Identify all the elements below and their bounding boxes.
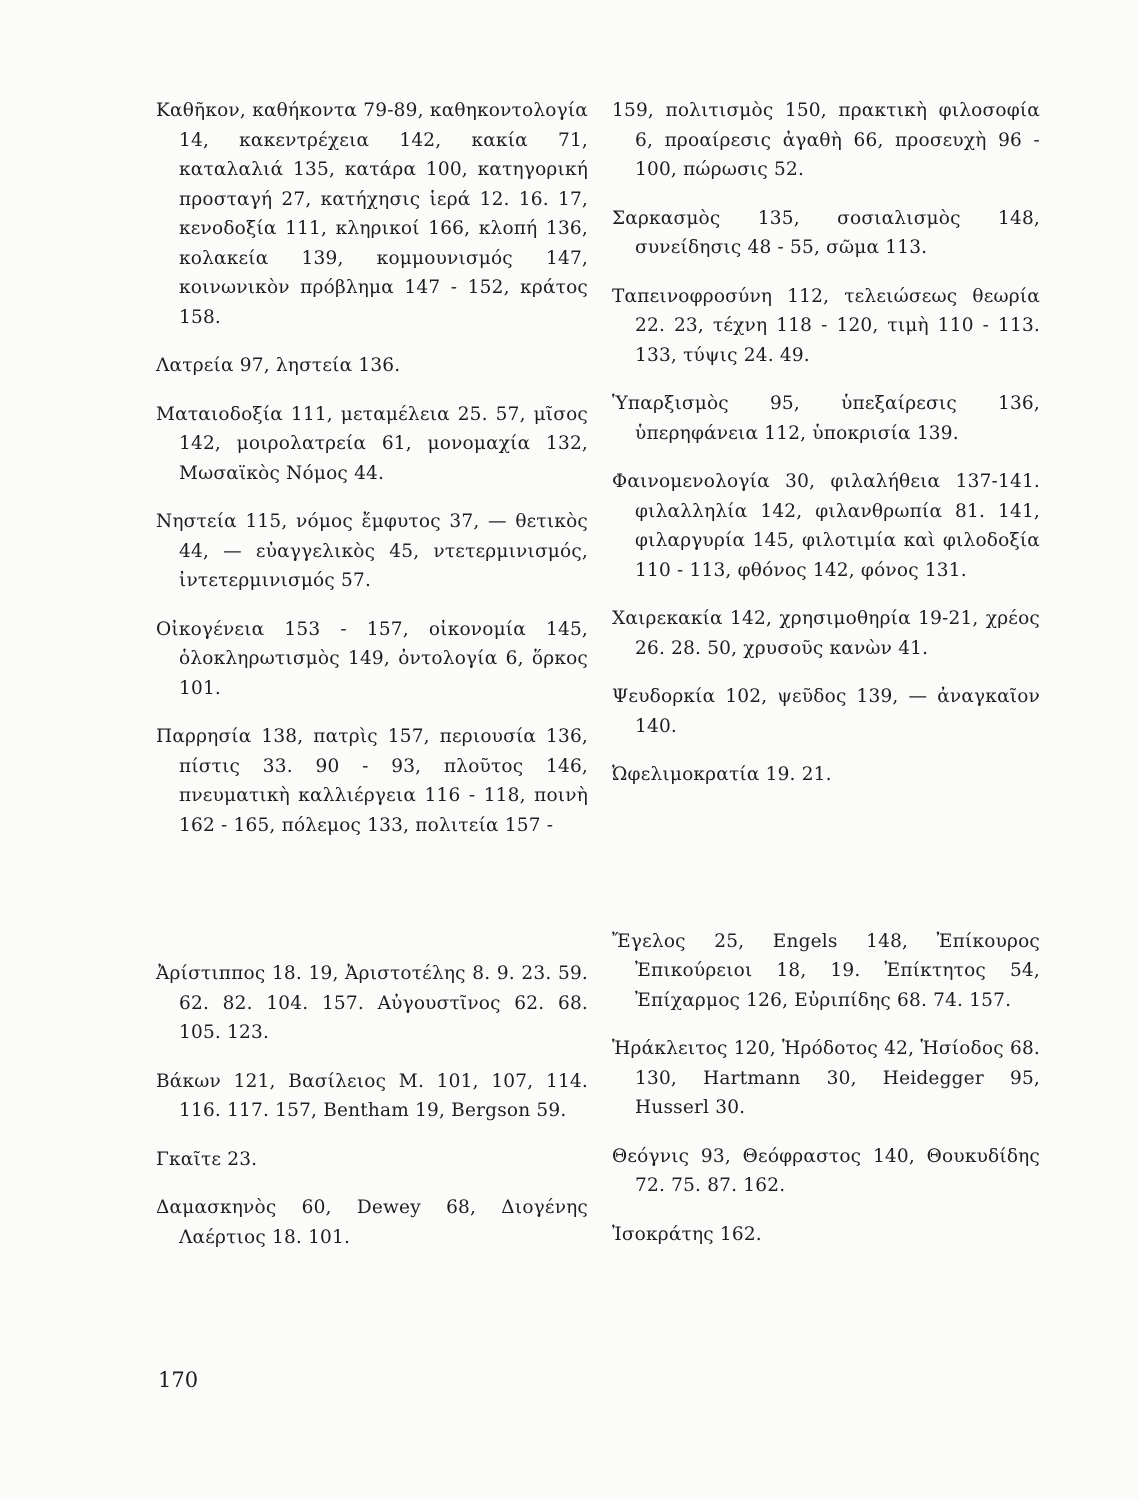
index-entry-pi-cont: 159, πολιτισμὸς 150, πρακτικὴ φιλοσοφία 6, προαίρεσις ἀγαθὴ 66, προσευχὴ 96 - 100, πώρωσις 52. (612, 100, 1040, 180)
index-entry-mu: Ματαιοδοξία 111, μεταμέλεια 25. 57, μῖσος 142, μοιρολατρεία 61, μονομαχία 132, Μωσαϊκὸς Νόμος 44. (156, 403, 588, 484)
page-number: 170 (158, 1368, 199, 1392)
names-entry-iota: Ἰσοκράτης 162. (612, 1223, 762, 1245)
names-entry-theta: Θεόγνις 93, Θεόφραστος 140, Θουκυδίδης 72. 75. 87. 162. (612, 1145, 1040, 1196)
index-entry-phi: Φαινομενολογία 30, φιλαλήθεια 137-141. φιλαλληλία 142, φιλανθρωπία 81. 141, φιλαργυρία 145, φιλοτιμία καὶ φιλοδοξία 110 - 113, φθόνος 142, φόνος 131. (612, 471, 1040, 581)
index-entry-psi: Ψευδορκία 102, ψεῦδος 139, — ἀναγκαῖον 140. (612, 686, 1040, 737)
index-entry-nu: Νηστεία 115, νόμος ἔμφυτος 37, — θετικὸς 44, — εὐαγγελικὸς 45, ντετερμινισμός, ἰντετερμινισμός 57. (156, 511, 588, 591)
index-entry-omicron: Οἰκογένεια 153 - 157, οἰκονομία 145, ὁλοκληρωτισμὸς 149, ὀντολογία 6, ὅρκος 101. (156, 618, 588, 699)
index-entry-kappa: Καθῆκον, καθήκοντα 79-89, καθηκοντολογία 14, κακεντρέχεια 142, κακία 71, καταλαλιά 135, κατάρα 100, κατηγορική προσταγή 27, κατήχησις ἱερά 12. 16. 17, κενοδοξία 111, κληρικοί 166, κλοπή 136, κολακεία 139, κομμουνισμός 147, κοινωνικὸν πρόβλημα 147 - 152, κράτος 158. (156, 100, 588, 328)
index-entry-lambda: Λατρεία 97, ληστεία 136. (156, 355, 401, 376)
index-entry-omega: Ὠφελιμοκρατία 19. 21. (612, 764, 832, 785)
index-entry-chi: Χαιρεκακία 142, χρησιμοθηρία 19-21, χρέος 26. 28. 50, χρυσοῦς κανὼν 41. (612, 608, 1040, 659)
names-entry-alpha: Ἀρίστιππος 18. 19, Ἀριστοτέλης 8. 9. 23. 59. 62. 82. 104. 157. Αὐγουστῖνος 62. 68. 105. 123. (156, 963, 588, 1043)
index-entry-sigma: Σαρκασμὸς 135, σοσιαλισμὸς 148, συνείδησις 48 - 55, σῶμα 113. (612, 207, 1040, 258)
names-entry-eta: Ἡράκλειτος 120, Ἡρόδοτος 42, Ἡσίοδος 68. 130, Hartmann 30, Heidegger 95, Husserl 30. (612, 1038, 1040, 1118)
names-entry-epsilon: Ἔγελος 25, Engels 148, Ἐπίκουρος Ἐπικούρειοι 18, 19. Ἐπίκτητος 54, Ἐπίχαρμος 126, Εὐριπίδης 68. 74. 157. (612, 930, 1040, 1011)
index-entry-pi: Παρρησία 138, πατρὶς 157, περιουσία 136, πίστις 33. 90 - 93, πλοῦτος 146, πνευματικὴ καλλιέργεια 116 - 118, ποινὴ 162 - 165, πόλεμος 133, πολιτεία 157 - (156, 726, 588, 836)
right-column (612, 96, 1040, 1268)
index-entry-upsilon: Ὑπαρξισμὸς 95, ὑπεξαίρεσις 136, ὑπερηφάνεια 112, ὑποκρισία 139. (612, 393, 1040, 444)
left-column (156, 96, 588, 1271)
index-entry-tau: Ταπεινοφροσύνη 112, τελειώσεως θεωρία 22. 23, τέχνη 118 - 120, τιμὴ 110 - 113. 133, τύψις 24. 49. (612, 285, 1040, 366)
names-entry-delta: Δαμασκηνὸς 60, Dewey 68, Διογένης Λαέρτιος 18. 101. (156, 1197, 588, 1248)
names-entry-beta: Βάκων 121, Βασίλειος Μ. 101, 107, 114. 116. 117. 157, Bentham 19, Bergson 59. (156, 1070, 588, 1121)
names-entry-gamma: Γκαῖτε 23. (156, 1148, 258, 1170)
